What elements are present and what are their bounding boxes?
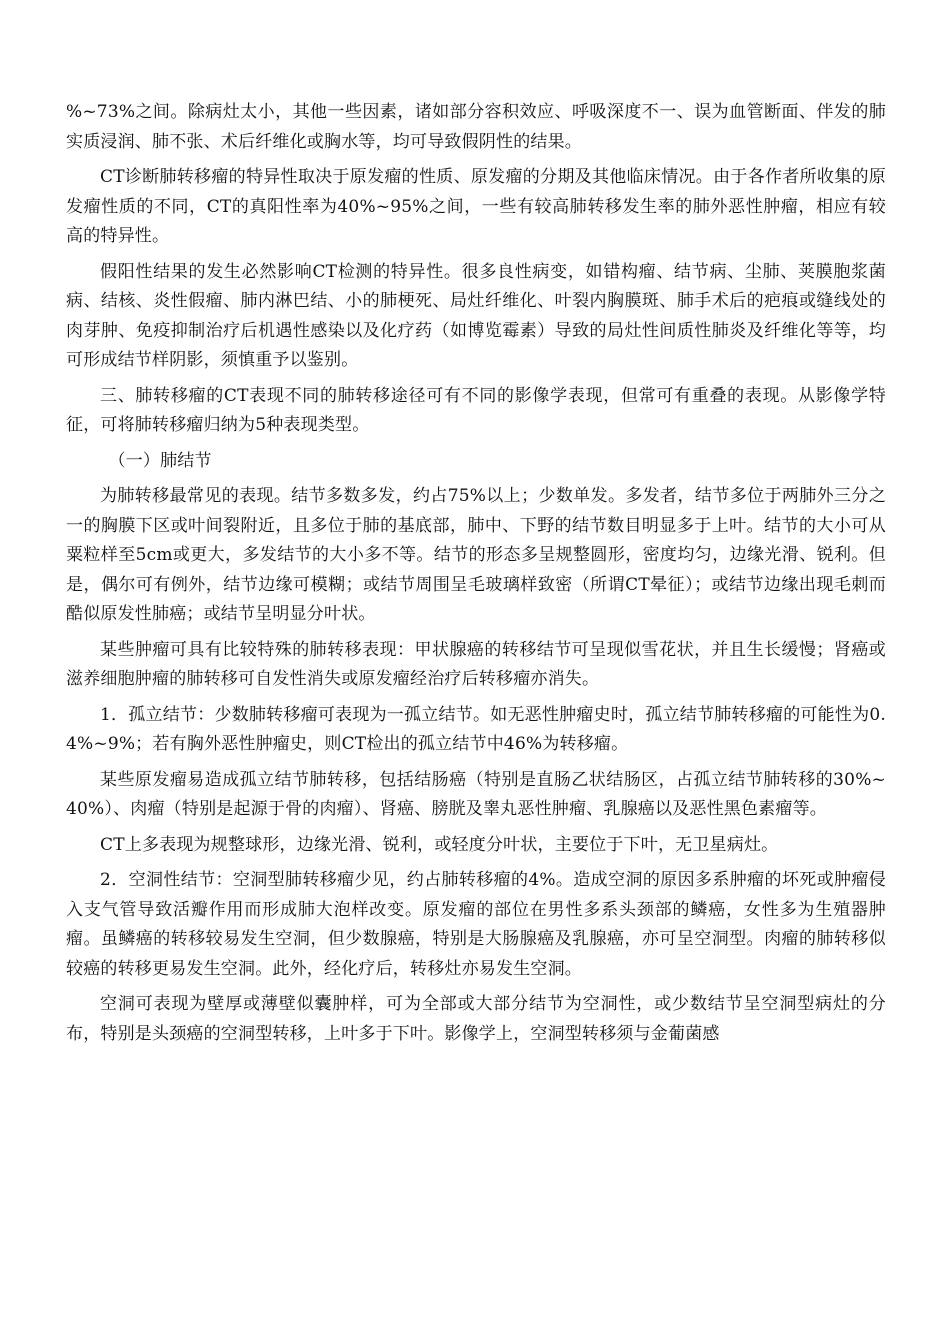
paragraph-10: CT上多表现为规整球形，边缘光滑、锐利，或轻度分叶状，主要位于下叶，无卫星病灶。 bbox=[100, 834, 779, 855]
paragraph-2: CT诊断肺转移瘤的特异性取决于原发瘤的性质、原发瘤的分期及其他临床情况。由于各作者所收集的原发瘤性质的不同，CT的真阳性率为40%~95%之间，一些有较高肺转移发生率的肺外恶性肿瘤，相应有较高的特异性。 bbox=[66, 167, 886, 246]
paragraph-1: %~73%之间。除病灶太小，其他一些因素，诸如部分容积效应、呼吸深度不一、误为血管断面、伴发的肺实质浸润、肺不张、术后纤维化或胸水等，均可导致假阴性的结果。 bbox=[66, 102, 886, 152]
paragraph-8-solitary-nodule: 1．孤立结节：少数肺转移瘤可表现为一孤立结节。如无恶性肿瘤史时，孤立结节肺转移瘤的可能性为0.4%~9%；若有胸外恶性肿瘤史，则CT检出的孤立结节中46%为转移瘤。 bbox=[66, 704, 886, 754]
paragraph-9: 某些原发瘤易造成孤立结节肺转移，包括结肠癌（特别是直肠乙状结肠区，占孤立结节肺转移的30%~40%）、肉瘤（特别是起源于骨的肉瘤）、肾癌、膀胱及睾丸恶性肿瘤、乳腺癌以及恶性黑色素瘤等。 bbox=[66, 769, 886, 819]
paragraph-6: 为肺转移最常见的表现。结节多数多发，约占75%以上；少数单发。多发者，结节多位于两肺外三分之一的胸膜下区或叶间裂附近，且多位于肺的基底部，肺中、下野的结节数目明显多于上叶。结节的大小可从粟粒样至5cm或更大，多发结节的大小多不等。结节的形态多呈规整圆形，密度均匀，边缘光滑、锐利。但是，偶尔可有例外，结节边缘可模糊；或结节周围呈毛玻璃样致密（所谓CT晕征）；或结节边缘出现毛刺而酷似原发性肺癌；或结节呈明显分叶状。 bbox=[66, 486, 886, 624]
paragraph-7: 某些肿瘤可具有比较特殊的肺转移表现：甲状腺癌的转移结节可呈现似雪花状，并且生长缓慢；肾癌或滋养细胞肿瘤的肺转移可自发性消失或原发瘤经治疗后转移瘤亦消失。 bbox=[66, 639, 886, 689]
paragraph-3: 假阳性结果的发生必然影响CT检测的特异性。很多良性病变，如错构瘤、结节病、尘肺、荚膜胞浆菌病、结核、炎性假瘤、肺内淋巴结、小的肺梗死、局灶纤维化、叶裂内胸膜斑、肺手术后的疤痕或缝线处的肉芽肿、免疫抑制治疗后机遇性感染以及化疗药（如博览霉素）导致的局灶性间质性肺炎及纤维化等等，均可形成结节样阴影，须慎重予以鉴别。 bbox=[66, 261, 886, 370]
document-page bbox=[66, 98, 886, 1055]
subheading-lung-nodule: （一）肺结节 bbox=[108, 450, 212, 471]
paragraph-11-cavitary-nodule: 2．空洞性结节：空洞型肺转移瘤少见，约占肺转移瘤的4%。造成空洞的原因多系肿瘤的坏死或肿瘤侵入支气管导致活瓣作用而形成肺大泡样改变。原发瘤的部位在男性多系头颈部的鳞癌，女性多为生殖器肿瘤。虽鳞癌的转移较易发生空洞，但少数腺癌，特别是大肠腺癌及乳腺癌，亦可呈空洞型。肉瘤的肺转移似较癌的转移更易发生空洞。此外，经化疗后，转移灶亦易发生空洞。 bbox=[66, 870, 886, 979]
paragraph-12: 空洞可表现为壁厚或薄壁似囊肿样，可为全部或大部分结节为空洞性，或少数结节呈空洞型病灶的分布，特别是头颈癌的空洞型转移，上叶多于下叶。影像学上，空洞型转移须与金葡菌感 bbox=[66, 994, 886, 1044]
paragraph-4-section-heading: 三、肺转移瘤的CT表现不同的肺转移途径可有不同的影像学表现，但常可有重叠的表现。从影像学特征，可将肺转移瘤归纳为5种表现类型。 bbox=[66, 385, 886, 435]
